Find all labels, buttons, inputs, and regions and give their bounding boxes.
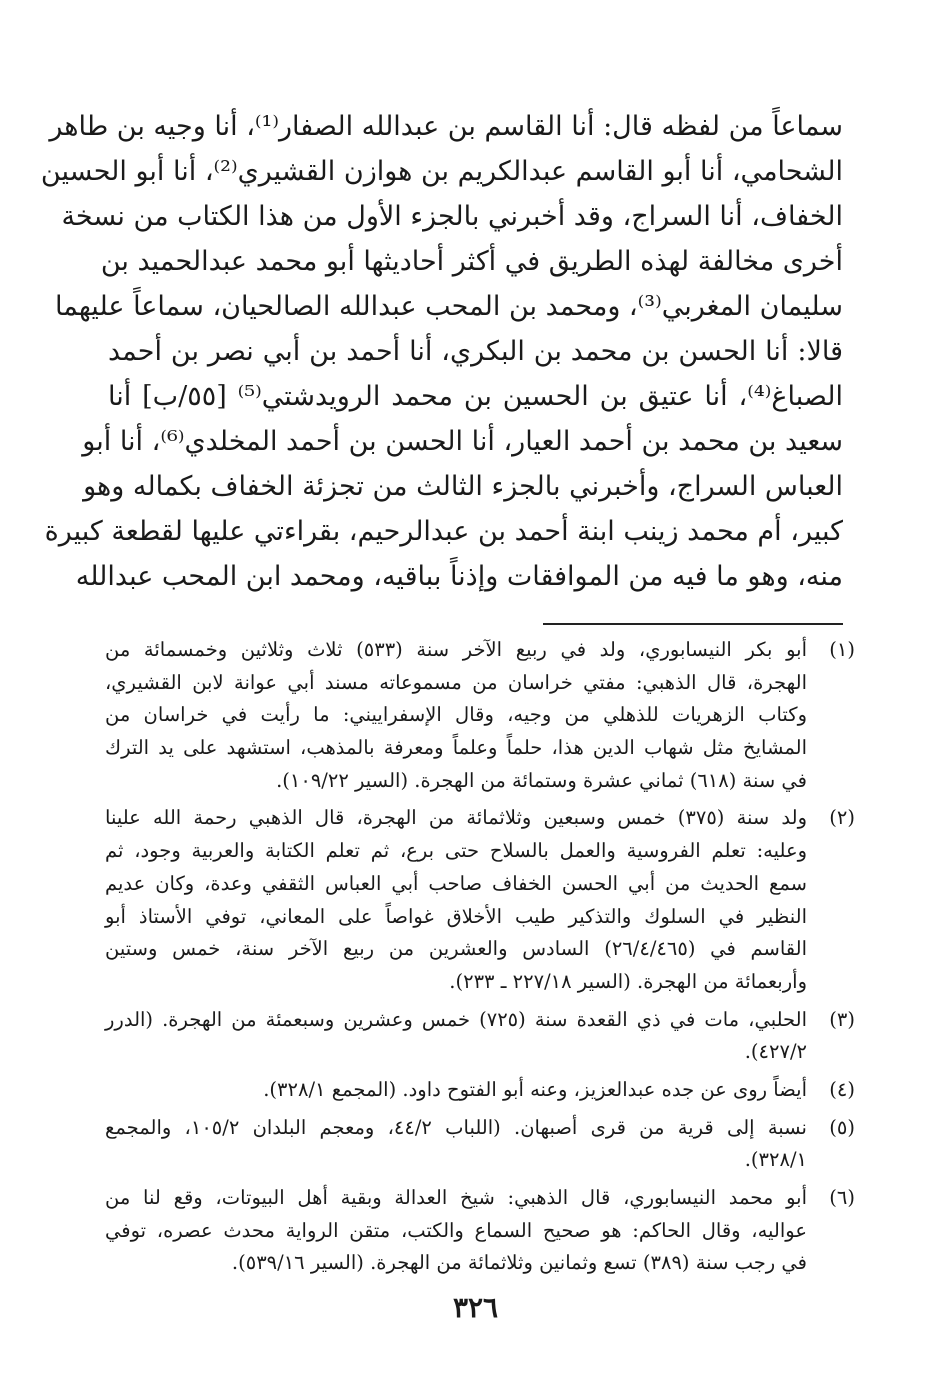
footnote-line: وأربعمائة من الهجرة. (السير ٢٢٧/١٨ ـ ٢٣٣). <box>449 969 807 993</box>
footnote-line: سمع الحديث من أبي الحسن الخفاف صاحب أبي العباس الثقفي وعدة، وكان عديم <box>105 871 807 895</box>
footnote-body <box>105 802 807 998</box>
footnote-number: (٣) <box>829 1007 855 1031</box>
footnote-4 <box>105 1074 855 1107</box>
main-text-line: أخرى مخالفة لهذه الطريق في أكثر أحاديثها أبو محمد عبدالحميد بن <box>100 246 843 277</box>
footnote-body <box>105 1004 807 1069</box>
footnote-line: الهجرة، قال الذهبي: مفتي خراسان من مسموعاته مسند أبي عوانة لابن القشيري، <box>105 670 807 694</box>
main-text-line: الخفاف، أنا السراج، وقد أخبرني بالجزء الأول من هذا الكتاب من نسخة <box>61 201 843 232</box>
footnote-line: النظير في السلوك والتذكير طيب الأخلاق غواصاً على المعاني، توفي الأستاذ أبو <box>105 904 807 928</box>
footnote-line: أيضاً روى عن جده عبدالعزيز، وعنه أبو الفتوح داود. (المجمع ٣٢٨/١). <box>263 1077 807 1101</box>
footnote-number: (٥) <box>829 1115 855 1139</box>
footnote-5 <box>105 1112 855 1177</box>
main-text-line: الصباغ⁽⁴⁾، أنا عتيق بن الحسين بن محمد الرويدشتي⁽⁵⁾ [٥٥/ب] أنا <box>108 381 844 412</box>
footnote-line: نسبة إلى قرية من قرى أصبهان. (اللباب ٤٤/٢، ومعجم البلدان ١٠٥/٢، والمجمع <box>105 1115 807 1139</box>
footnote-line: الحلبي، مات في ذي القعدة سنة (٧٢٥) خمس وعشرين وسبعمئة من الهجرة. (الدرر <box>105 1007 807 1031</box>
main-text-line: سليمان المغربي⁽³⁾، ومحمد بن المحب عبدالله الصالحيان، سماعاً عليهما <box>55 291 843 322</box>
footnote-body <box>105 1112 807 1177</box>
footnote-body <box>105 634 807 797</box>
footnote-line: وعليه: تعلم الفروسية والعمل بالسلاح حتى برع، ثم تعلم الكتابة والعربية وجود، ثم <box>105 839 807 863</box>
footnote-number: (٦) <box>829 1186 855 1210</box>
main-text-line: سعيد بن محمد بن أحمد العيار، أنا الحسن بن أحمد المخلدي⁽⁶⁾، أنا أبو <box>82 426 843 457</box>
footnotes <box>105 634 855 1280</box>
main-text-line: منه، وهو ما فيه من الموافقات وإذناً بباقيه، ومحمد ابن المحب عبدالله <box>75 561 843 592</box>
main-text-line: العباس السراج، وأخبرني بالجزء الثالث من تجزئة الخفاف بكماله وهو <box>83 471 843 502</box>
footnote-line: في رجب سنة (٣٨٩) تسع وثمانين وثلاثمائة من الهجرة. (السير ٥٣٩/١٦). <box>231 1251 807 1275</box>
footnote-line: ٣٢٨/١). <box>744 1148 807 1172</box>
footnote-line: وكتاب الزهريات للذهلي من وجيه، وقال الإسفراييني: ما رأيت في خراسان من <box>105 703 807 727</box>
footnote-line: ٤٢٧/٢). <box>744 1040 807 1064</box>
footnote-body <box>105 1074 807 1107</box>
footnote-line: أبو بكر النيسابوري، ولد في ربيع الآخر سنة (٥٣٣) ثلاث وثلاثين وخمسمائة من <box>105 638 807 661</box>
footnote-number: (١) <box>829 638 855 661</box>
footnote-separator <box>543 623 843 625</box>
footnote-number: (٢) <box>829 806 855 830</box>
main-text-line: كبير، أم محمد زينب ابنة أحمد بن عبدالرحيم، بقراءتي عليها لقطعة كبيرة <box>44 516 843 547</box>
footnote-3 <box>105 1004 855 1069</box>
footnote-line: أبو محمد النيسابوري، قال الذهبي: شيخ العدالة وبقية أهل البيوتات، وقع لنا من <box>105 1186 807 1210</box>
main-text-line: الشحامي، أنا أبو القاسم عبدالكريم بن هوازن القشيري⁽²⁾، أنا أبو الحسين <box>40 156 843 187</box>
main-text <box>40 104 844 599</box>
footnote-line: ولد سنة (٣٧٥) خمس وسبعين وثلاثمائة من الهجرة، قال الذهبي رحمة الله علينا <box>105 806 807 830</box>
footnote-6 <box>105 1182 855 1280</box>
main-text-line: سماعاً من لفظه قال: أنا القاسم بن عبدالله الصفار⁽¹⁾، أنا وجيه بن طاهر <box>49 111 843 142</box>
main-text-line: قالا: أنا الحسن بن محمد بن البكري، أنا أحمد بن أبي نصر بن أحمد <box>108 336 843 367</box>
footnote-line: عواليه، وقال الحاكم: هو صحيح السماع والكتب، متقن الرواية محدث عصره، توفي <box>105 1218 807 1242</box>
footnote-1 <box>105 634 855 797</box>
footnote-line: القاسم في (٢٦/٤/٤٦٥) السادس والعشرين من ربيع الآخر سنة، خمس وستين <box>105 937 808 961</box>
footnote-line: في سنة (٦١٨) ثماني عشرة وستمائة من الهجرة. (السير ١٠٩/٢٢). <box>276 768 807 792</box>
footnote-2 <box>105 802 855 998</box>
footnote-line: المشايخ مثل شهاب الدين هذا، حلماً وعلماً ومعرفة بالمذهب، استشهد على يد الترك <box>105 736 807 760</box>
page-number: ٣٢٦ <box>452 1291 499 1324</box>
footnote-body <box>105 1182 807 1280</box>
footnote-number: (٤) <box>829 1077 855 1101</box>
